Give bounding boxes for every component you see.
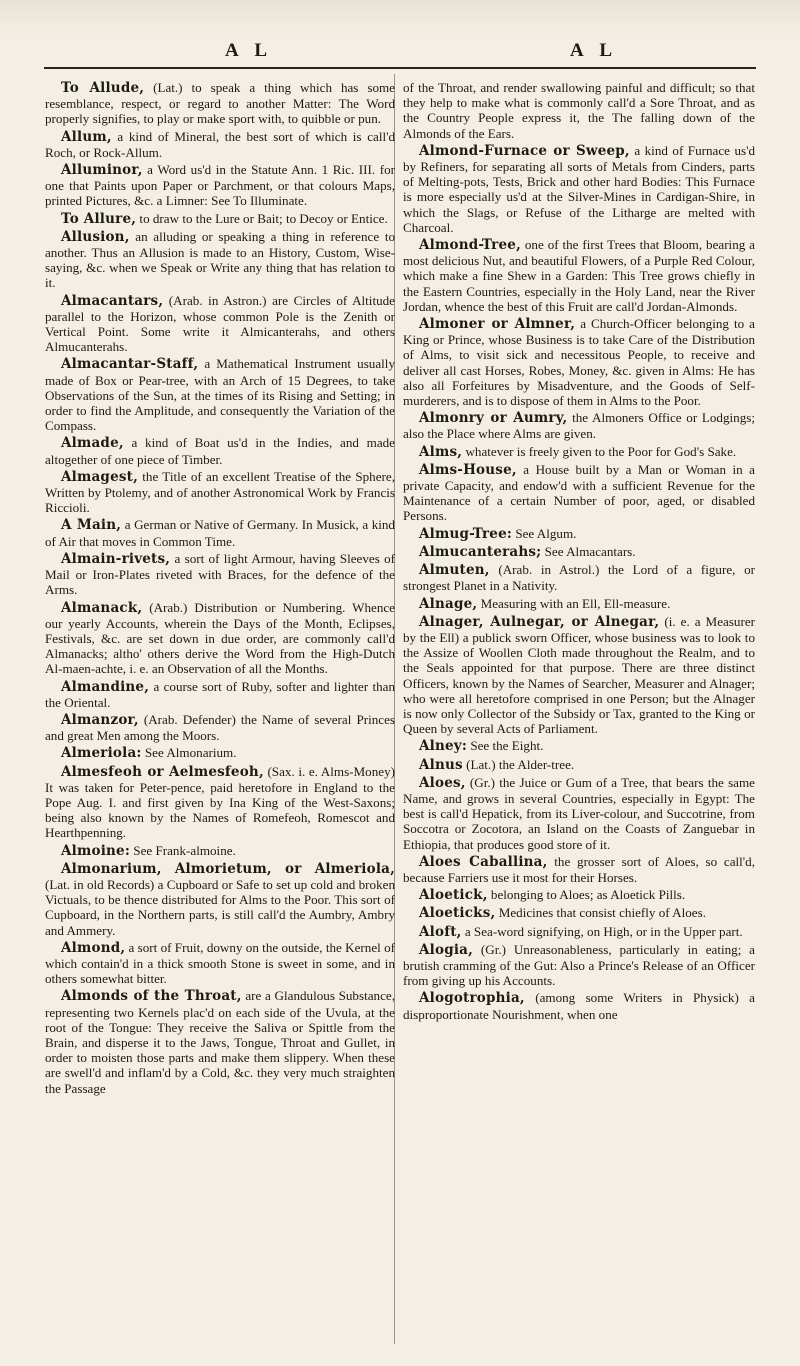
entry-headword: Almonds of the Throat,	[61, 988, 242, 1005]
entry-definition: a Sea-word signifying, on High, or in the Upper part.	[461, 923, 743, 939]
entry-definition: (Gr.) Unreasonableness, particularly in eating; a brutish cramming of the Gut: Also a Prince's Release of an Officer from giving up his Accounts.	[403, 941, 755, 989]
entry-definition: See the Eight.	[467, 738, 544, 754]
dictionary-entry	[45, 356, 395, 433]
entry-headword: Almug-Tree:	[419, 525, 513, 542]
dictionary-entry	[45, 764, 395, 841]
entry-definition: whatever is freely given to the Poor for God's Sake.	[462, 443, 737, 459]
entry-headword: Allum,	[61, 128, 112, 145]
entry-headword: Aloetick,	[419, 887, 488, 904]
dictionary-entry	[403, 905, 755, 921]
dictionary-entry	[45, 712, 395, 743]
entry-definition: (Lat.) to speak a thing which has some resemblance, respect, or regard to another Matter: The Word properly signifies, to play or make sport with, to quibble or pun.	[45, 80, 395, 127]
header-left: A L	[225, 40, 274, 61]
entry-headword: Almandine,	[61, 678, 150, 695]
entry-definition: the grosser sort of Aloes, so call'd, because Farriers use it most for their Horses.	[403, 853, 755, 885]
entry-headword: Alluminor,	[61, 162, 143, 179]
dictionary-entry	[403, 596, 755, 612]
entry-headword: Almonarium, Almorietum, or Almeriola,	[61, 860, 395, 877]
entry-headword: Alogia,	[419, 941, 474, 958]
entry-definition: the Title of an excellent Treatise of the Sphere, Written by Ptolemy, and of another Astronomical Work by Francis Riccioli.	[45, 468, 395, 516]
entry-definition: to draw to the Lure or Bait; to Decoy or Entice.	[136, 210, 388, 226]
dictionary-entry	[45, 129, 395, 160]
entry-headword: Aloes Caballina,	[419, 853, 548, 870]
entry-definition: a Church-Officer belonging to a King or Prince, whose Business is to take Care of the Distribution of Alms, to visit sick and necessitous People, to receive and deliver all cast Horses, Robes, Money, &c. given in Alms: He has also all Forfeitures by Misadventure, and the Goods of Self-murderers, and is to dispose of them in Alms to the Poor.	[403, 316, 755, 409]
entry-headword: Alnus	[419, 756, 463, 773]
entry-definition: a Mathematical Instrument usually made of Box or Pear-tree, with an Arch of 15 Degrees, to take Observations of the Sun, at the times of its Rising and Setting; in order to find the Amplitude, and consequently the Variation of the Compass.	[45, 356, 395, 434]
entry-headword: Almeriola:	[61, 745, 142, 762]
dictionary-entry	[45, 843, 395, 859]
entry-headword: Almonry or Aumry,	[419, 410, 568, 427]
entry-definition: a course sort of Ruby, softer and lighter than the Oriental.	[45, 678, 395, 710]
entry-headword: Almacantars,	[61, 292, 164, 309]
dictionary-entry	[45, 679, 395, 710]
entry-headword: Alms-House,	[419, 461, 517, 478]
entry-definition: a Word us'd in the Statute Ann. 1 Ric. III. for one that Paints upon Paper or Parchment, or that colours Maps, printed Pictures, &c. a Limner: See To Illuminate.	[45, 162, 395, 209]
entry-definition: are a Glandulous Substance, representing two Kernels plac'd on each side of the Uvula, at the root of the Tongue: They receive the Saliva or Spittle from the Brain, and disperse it to the Jaws, Tongue, Throat and Gullet, in order to moisten those parts and make them slippery. When these are swell'd and inflam'd by a Cold, &c. they very much straighten the Passage	[45, 988, 395, 1096]
dictionary-entry	[403, 143, 755, 235]
running-header	[0, 40, 800, 68]
header-rule	[44, 67, 756, 69]
entry-definition: a kind of Mineral, the best sort of which is call'd Roch, or Rock-Allum.	[45, 128, 395, 160]
dictionary-entry	[403, 854, 755, 885]
dictionary-entry	[403, 614, 755, 737]
entry-headword: Alnage,	[419, 595, 478, 612]
dictionary-entry	[403, 444, 755, 460]
entry-definition: (Sax. i. e. Alms-Money) It was taken for Peter-pence, paid heretofore in England to the Pope Aug. I. and first given by Ina King of the West-Saxons; being also known by the Names of Romefeoh, Romescot and Hearthpenning.	[45, 763, 395, 841]
dictionary-entry	[403, 738, 755, 754]
dictionary-entry	[45, 229, 395, 291]
entry-definition: Measuring with an Ell, Ell-measure.	[477, 595, 671, 611]
entry-headword: Alms,	[419, 443, 463, 460]
entry-headword: Almacantar-Staff,	[61, 356, 199, 373]
entry-headword: Almuten,	[419, 562, 490, 579]
entry-headword: Almesfeoh or Aelmesfeoh,	[61, 763, 264, 780]
dictionary-entry	[45, 745, 395, 761]
entry-definition: a sort of Fruit, downy on the outside, the Kernel of which contain'd in a thick smooth Stone is sweet in some, and in others somewhat bitter.	[45, 939, 395, 987]
entry-definition: (Arab. in Astrol.) the Lord of a figure, or strongest Planet in a Nativity.	[403, 562, 755, 594]
entry-definition: (Arab.) Distribution or Numbering. Whence our yearly Accounts, wherein the Days of the Month, Eclipses, Festivals, &c. are set down in due order, are commonly call'd Almanacks; altho' others derive the Word from the High-Dutch Al-maen-achte, i. e. an Observation of all the Months.	[45, 599, 395, 677]
dictionary-entry	[403, 562, 755, 593]
entry-definition: of the Throat, and render swallowing painful and difficult; so that they help to make what is commonly call'd a Sore Throat, and as the Country People express it, the The falling down of the Almonds of the Ears.	[403, 80, 755, 141]
entry-headword: Almagest,	[61, 468, 138, 485]
page-top-shading	[0, 0, 800, 38]
entry-definition: (Gr.) the Juice or Gum of a Tree, that bears the same Name, and grows in several Countries, especially in Egypt: The best is call'd Hepatick, from its Liver-colour, and Succotrine, from Soccotra or Zocotora, an Island on the Coasts of Zanguebar in Ethiopia, that produces good store of it.	[403, 774, 755, 852]
entry-definition: a German or Native of Germany. In Musick, a kind of Air that moves in Common Time.	[45, 517, 395, 549]
entry-definition: See Almonarium.	[141, 745, 237, 761]
entry-definition: See Almacantars.	[541, 543, 636, 559]
dictionary-entry	[403, 757, 755, 773]
dictionary-entry	[45, 80, 395, 127]
entry-headword: Aloes,	[419, 774, 466, 791]
entry-definition: (Lat. in old Records) a Cupboard or Safe to set up cold and broken Victuals, to be thence distributed for Alms to the Poor. This sort of Cupboard, in the Northern parts, is still call'd the Aumbry, Ambry and Ammery.	[45, 876, 395, 938]
entry-definition: See Algum.	[512, 525, 577, 541]
dictionary-entry	[403, 237, 755, 314]
entry-headword: Aloft,	[419, 923, 462, 940]
dictionary-entry	[403, 990, 755, 1021]
dictionary-entry	[45, 211, 395, 227]
dictionary-entry	[45, 162, 395, 209]
entry-definition: (Arab. Defender) the Name of several Princes and great Men among the Moors.	[45, 711, 395, 744]
entry-headword: Almucanterahs;	[419, 543, 542, 560]
dictionary-entry	[403, 410, 755, 441]
entry-definition: one of the first Trees that Bloom, bearing a most delicious Nut, and beautiful Flowers, of a Purple Red Colour, which make a fine Shew in a Garden: This Tree grows chiefly in the Eastern Countries, especially in the Holy Land, near the River Jordan, whence the best of this Fruit are call'd Jordan-Almonds.	[403, 237, 755, 314]
entry-definition: belonging to Aloes; as Aloetick Pills.	[487, 887, 686, 903]
entry-headword: To Allude,	[61, 80, 145, 96]
dictionary-entry	[403, 462, 755, 524]
dictionary-entry	[45, 469, 395, 516]
dictionary-entry	[45, 435, 395, 466]
entry-definition: See Frank-almoine.	[130, 842, 236, 858]
dictionary-entry	[403, 526, 755, 542]
entry-headword: Almoine:	[61, 842, 131, 859]
entry-headword: Aloeticks,	[419, 905, 496, 922]
entry-definition: (Arab. in Astron.) are Circles of Altitude parallel to the Horizon, whose common Pole is the Zenith or Vertical Point. Some write it Almicanterahs, and others Almucanterahs.	[45, 292, 395, 355]
dictionary-entry	[403, 924, 755, 940]
entry-headword: Almain-rivets,	[61, 550, 171, 567]
dictionary-entry	[403, 544, 755, 560]
entry-headword: Allusion,	[61, 228, 130, 245]
entry-definition: (among some Writers in Physick) a disproportionate Nourishment, when one	[403, 990, 755, 1022]
entry-headword: Almoner or Almner,	[419, 316, 576, 333]
header-right: A L	[570, 40, 619, 61]
entry-definition: a kind of Furnace us'd by Refiners, for separating all sorts of Metals from Cinders, parts of Melting-pots, Tests, Brick and other hard Bodies: This Furnace is more especially us'd at the Silver-Mines in Cardigan-Shire, in which the Slags, or Refuse of the Litharge are melted with Charcoal.	[403, 142, 755, 235]
entry-headword: A Main,	[61, 517, 122, 534]
entry-definition: Medicines that consist chiefly of Aloes.	[495, 905, 706, 921]
dictionary-entry	[403, 80, 755, 141]
dictionary-entry	[45, 600, 395, 677]
dictionary-entry	[403, 887, 755, 903]
dictionary-entry	[45, 861, 395, 938]
entry-headword: Almond,	[61, 939, 126, 956]
entry-definition: (i. e. a Measurer by the Ell) a publick sworn Officer, whose business was to look to the Assize of Woollen Cloth made throughout the Realm, and to the Seals appointed for that purpose. There are three distinct Officers, known by the Names of Searcher, Measurer and Alnager; who were all heretofore comprised in one Person; but the Alnager is now only Collector of the Subsidy or Tax, granted to the King or Queen by several Acts of Parliament.	[403, 613, 755, 737]
entry-definition: an alluding or speaking a thing in reference to another. Thus an Allusion is made to an History, Custom, Wise-saying, &c. when we Speak or Write any thing that has relation to it.	[45, 228, 395, 291]
dictionary-entry	[45, 551, 395, 598]
right-column	[403, 80, 755, 1024]
entry-headword: Almanack,	[61, 599, 143, 616]
dictionary-entry	[45, 988, 395, 1095]
entry-headword: Almond-Tree,	[419, 237, 521, 254]
entry-headword: To Allure,	[61, 210, 137, 227]
entry-definition: a sort of light Armour, having Sleeves of Mail or Iron-Plates riveted with Braces, for the defence of the Arms.	[45, 550, 395, 598]
dictionary-entry	[403, 942, 755, 989]
entry-definition: the Almoners Office or Lodgings; also the Place where Alms are given.	[403, 410, 755, 442]
entry-definition: a House built by a Man or Woman in a private Capacity, and endow'd with a sufficient Revenue for the Maintenance of a certain Number of poor, aged, or disabled Persons.	[403, 461, 755, 524]
dictionary-entry	[45, 293, 395, 355]
entry-definition: (Lat.) the Alder-tree.	[462, 756, 575, 772]
entry-headword: Alney:	[419, 738, 468, 755]
entry-headword: Almanzor,	[61, 711, 139, 728]
entry-headword: Almade,	[61, 435, 124, 452]
left-column	[45, 80, 395, 1098]
dictionary-entry	[403, 775, 755, 852]
entry-headword: Alogotrophia,	[419, 990, 525, 1007]
dictionary-entry	[403, 316, 755, 408]
entry-definition: a kind of Boat us'd in the Indies, and made altogether of one piece of Timber.	[45, 435, 395, 467]
entry-headword: Almond-Furnace or Sweep,	[419, 142, 630, 159]
entry-headword: Alnager, Aulnegar, or Alnegar,	[419, 613, 660, 630]
dictionary-entry	[45, 940, 395, 987]
dictionary-entry	[45, 517, 395, 548]
